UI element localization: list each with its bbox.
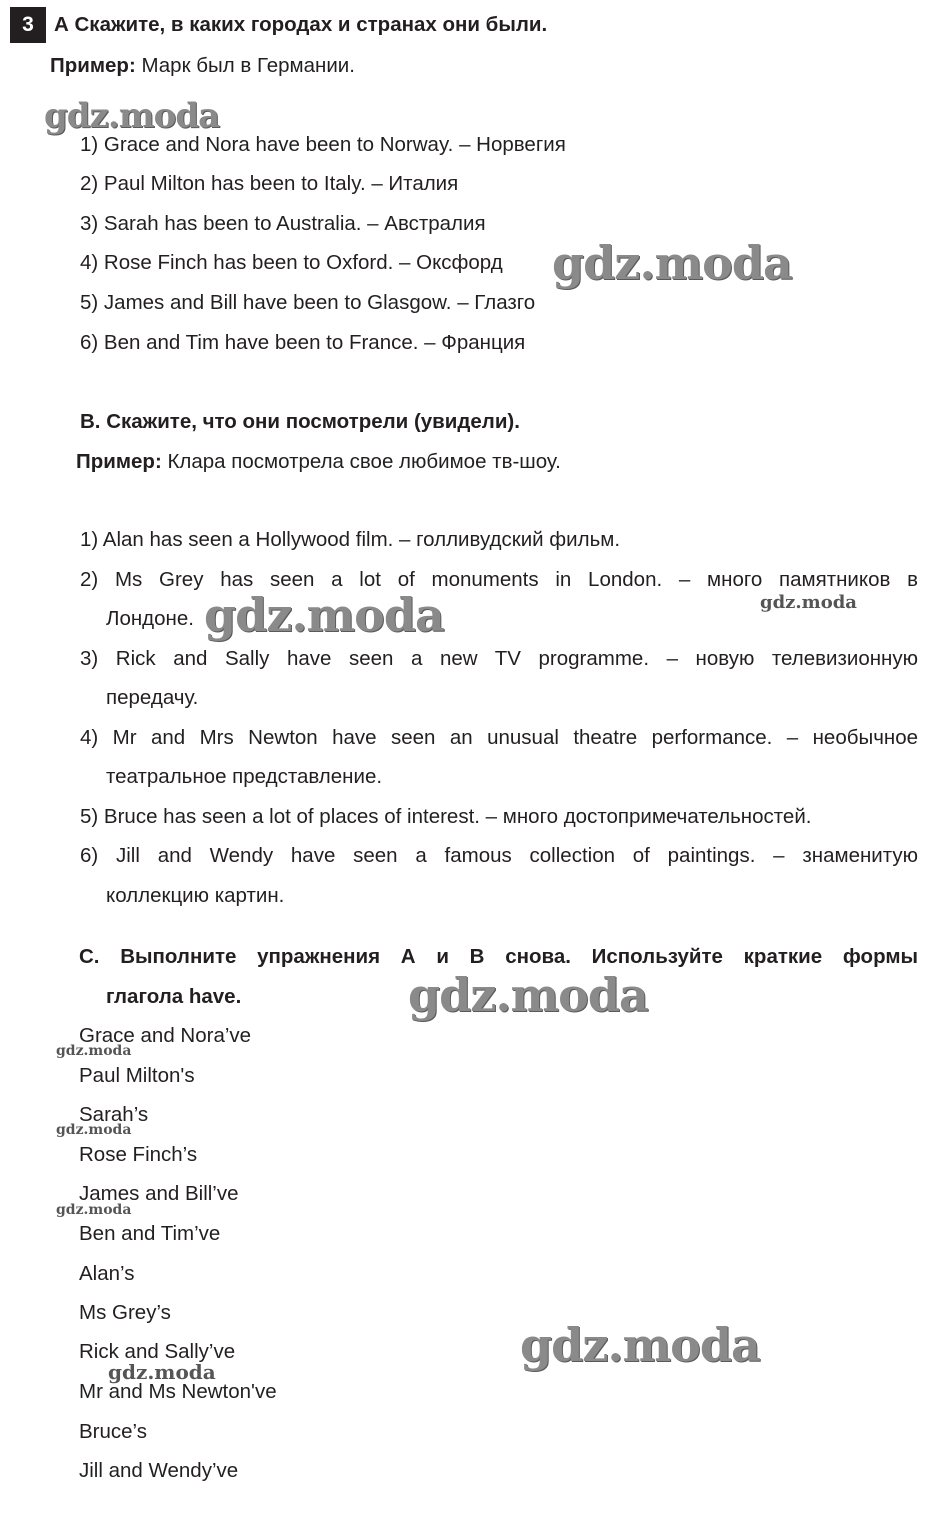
- watermark-logo: gdz.moda: [56, 1202, 132, 1218]
- watermark-logo: gdz.moda: [56, 1122, 132, 1138]
- section-c-title-continuation: глагола have.: [106, 985, 242, 1008]
- section-c-item: Mr and Ms Newton've: [79, 1380, 277, 1403]
- section-c-item: Grace and Nora’ve: [79, 1024, 252, 1047]
- section-b-item: 3) Rick and Sally have seen a new TV programme. – новую телевизионную: [80, 647, 918, 670]
- section-c-item: Rick and Sally’ve: [79, 1340, 236, 1363]
- watermark-logo: gdz.moda: [520, 1318, 760, 1372]
- section-b-item: 4) Mr and Mrs Newton have seen an unusual theatre performance. – необычное: [80, 726, 918, 749]
- watermark-logo: gdz.moda: [552, 236, 792, 290]
- section-b-item: 5) Bruce has seen a lot of places of interest. – много достопримечательностей.: [80, 805, 812, 828]
- watermark-logo: gdz.moda: [204, 588, 444, 642]
- section-a-title: А Скажите, в каких городах и странах они были.: [54, 13, 548, 36]
- example-label: Пример:: [50, 54, 136, 77]
- section-b-item: 2) Ms Grey has seen a lot of monuments in London. – много памятников в: [80, 568, 918, 591]
- section-a-item: 3) Sarah has been to Australia. – Австралия: [80, 212, 486, 235]
- section-b-item-continuation: передачу.: [106, 686, 199, 709]
- section-a-item: 6) Ben and Tim have been to France. – Франция: [80, 331, 526, 354]
- section-c-item: Ben and Tim’ve: [79, 1222, 221, 1245]
- section-b-title: B. Скажите, что они посмотрели (увидели).: [80, 410, 520, 433]
- watermark-logo: gdz.moda: [760, 592, 857, 613]
- watermark-logo: gdz.moda: [56, 1043, 132, 1059]
- section-a-item: 4) Rose Finch has been to Oxford. – Оксфорд: [80, 251, 503, 274]
- section-b-item: 6) Jill and Wendy have seen a famous collection of paintings. – знаменитую: [80, 844, 918, 867]
- watermark-logo: gdz.moda: [44, 96, 220, 136]
- example-label: Пример:: [76, 450, 162, 473]
- section-c-item: James and Bill’ve: [79, 1182, 239, 1205]
- example-text: Клара посмотрела свое любимое тв-шоу.: [161, 450, 561, 473]
- section-c-item: Bruce’s: [79, 1420, 147, 1443]
- section-b-item-continuation: театральное представление.: [106, 765, 383, 788]
- section-c-item: Paul Milton's: [79, 1064, 195, 1087]
- section-a-item: 2) Paul Milton has been to Italy. – Италия: [80, 172, 459, 195]
- section-b-item-continuation: коллекцию картин.: [106, 884, 285, 907]
- watermark-logo: gdz.moda: [108, 1360, 216, 1384]
- section-c-item: Jill and Wendy’ve: [79, 1459, 239, 1482]
- section-c-title: C. Выполните упражнения А и В снова. Используйте краткие формы: [79, 945, 918, 968]
- section-c-item: Rose Finch’s: [79, 1143, 198, 1166]
- section-a-item: 5) James and Bill have been to Glasgow. – Глазго: [80, 291, 536, 314]
- exercise-number-badge: 3: [10, 7, 46, 43]
- section-b-example: [76, 450, 561, 474]
- section-a-item: 1) Grace and Nora have been to Norway. – Норвегия: [80, 133, 566, 156]
- section-c-item: Ms Grey’s: [79, 1301, 171, 1324]
- section-b-item: 1) Alan has seen a Hollywood film. – голливудский фильм.: [80, 528, 621, 551]
- section-c-item: Sarah’s: [79, 1103, 149, 1126]
- watermark-logo: gdz.moda: [408, 968, 648, 1022]
- section-a-example: [50, 54, 355, 78]
- section-b-item-continuation: Лондоне.: [106, 607, 194, 630]
- section-c-item: Alan’s: [79, 1262, 135, 1285]
- example-text: Марк был в Германии.: [135, 54, 355, 77]
